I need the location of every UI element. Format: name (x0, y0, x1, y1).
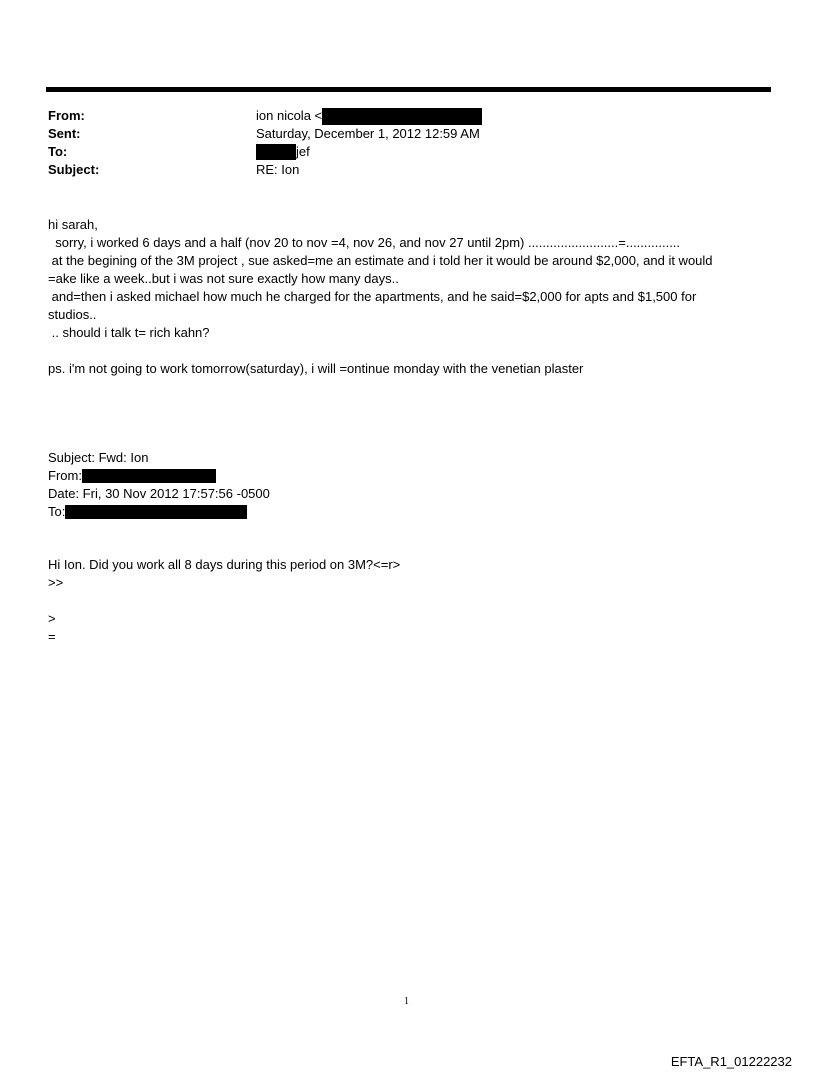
body-line: studios.. (48, 307, 97, 322)
header-rule (46, 87, 771, 92)
quoted-line: >> (48, 575, 64, 590)
postscript: ps. i'm not going to work tomorrow(saturday), i will =ontinue monday with the venetian plaster (48, 361, 584, 376)
trailing-line: = (48, 629, 56, 644)
from-row (48, 107, 768, 125)
to-value (256, 143, 310, 161)
body-line: sorry, i worked 6 days and a half (nov 20 to nov =4, nov 26, and nov 27 until 2pm) .........................=............... (48, 235, 681, 250)
sent-row (48, 125, 768, 143)
fwd-date: Date: Fri, 30 Nov 2012 17:57:56 -0500 (48, 486, 270, 501)
body-line: hi sarah, (48, 217, 98, 232)
forwarded-header (48, 449, 270, 521)
subject-value: RE: Ion (256, 162, 300, 177)
from-label: From: (48, 108, 85, 123)
to-label: To: (48, 144, 68, 159)
body-line: =ake like a week..but i was not sure exactly how many days.. (48, 271, 399, 286)
document-id: EFTA_R1_01222232 (670, 1054, 792, 1069)
from-name: ion nicola < (256, 108, 323, 123)
sent-label: Sent: (48, 126, 81, 141)
redaction-box (82, 469, 216, 483)
page-number: 1 (404, 996, 409, 1007)
email-header (48, 107, 768, 179)
trailing-lines (48, 610, 56, 646)
fwd-from-row (48, 467, 270, 485)
quoted-line: Hi Ion. Did you work all 8 days during this period on 3M?<=r> (48, 557, 401, 572)
message-body (48, 216, 768, 342)
fwd-to-label: To: (48, 504, 66, 519)
body-line: at the begining of the 3M project , sue asked=me an estimate and i told her it would be around $2,000, and it would (48, 253, 713, 268)
to-name: jef (296, 144, 310, 159)
redaction-box (256, 144, 296, 160)
from-value (256, 107, 482, 125)
to-row (48, 143, 768, 161)
fwd-from-label: From: (48, 468, 82, 483)
fwd-subject: Subject: Fwd: Ion (48, 450, 149, 465)
fwd-to-row (48, 503, 270, 521)
subject-label: Subject: (48, 162, 100, 177)
sent-value: Saturday, December 1, 2012 12:59 AM (256, 126, 480, 141)
redaction-box (65, 505, 247, 519)
body-line: and=then i asked michael how much he charged for the apartments, and he said=$2,000 for apts and $1,500 for (48, 289, 697, 304)
trailing-line: > (48, 611, 56, 626)
body-line: .. should i talk t= rich kahn? (48, 325, 210, 340)
quoted-message (48, 556, 400, 592)
subject-row (48, 161, 768, 179)
redaction-box (322, 108, 482, 125)
